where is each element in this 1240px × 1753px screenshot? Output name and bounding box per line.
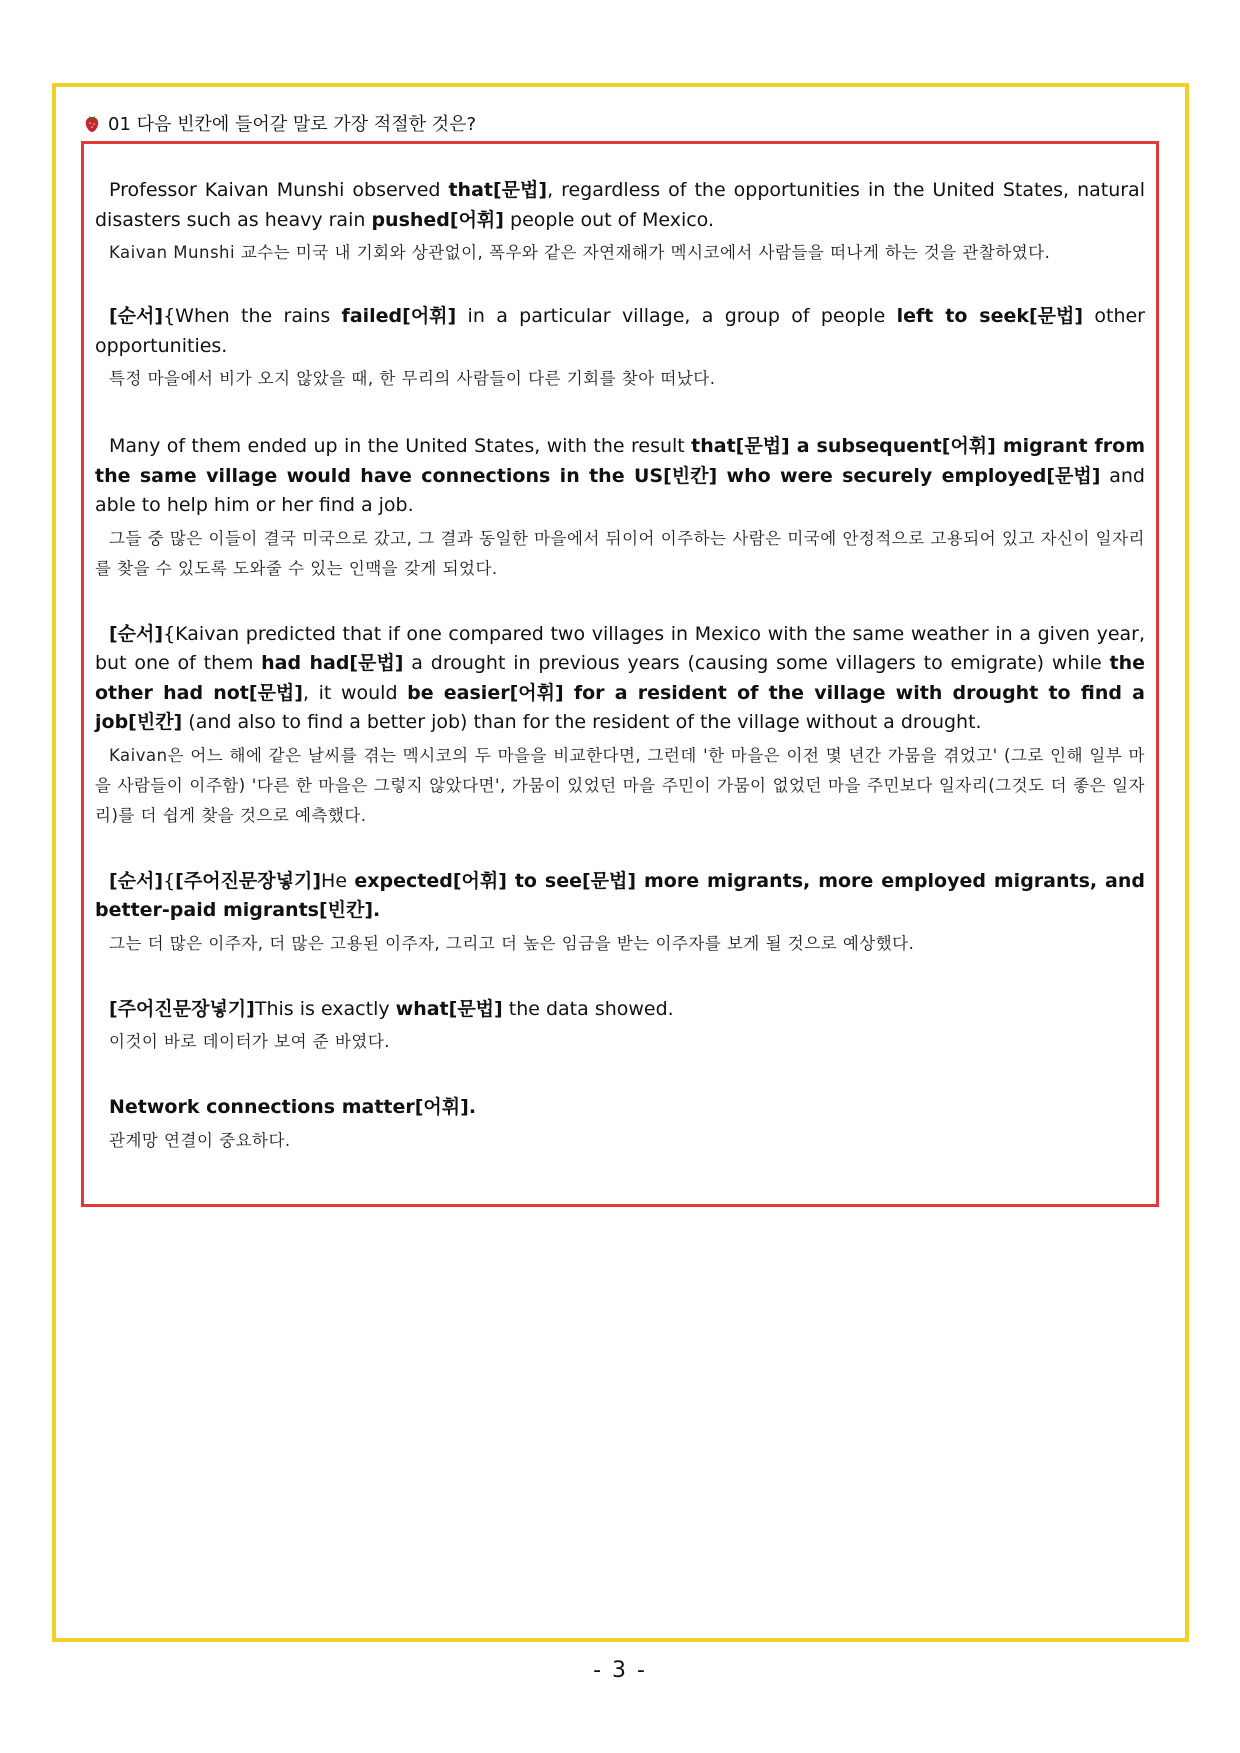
text-segment: people out of Mexico.	[503, 208, 715, 231]
korean-translation: 그들 중 많은 이들이 결국 미국으로 갔고, 그 결과 동일한 마을에서 뒤이어 이주하는 사람은 미국에 안정적으로 고용되어 있고 자신이 일자리를 찾을 수 있도록 도와줄 수 있는 인맥을 갖게 되었다.	[95, 528, 1145, 578]
passage-box	[81, 141, 1159, 1207]
text-segment: {When the rains	[163, 305, 342, 327]
bold-segment: left to seek[문법]	[896, 305, 1084, 327]
korean-translation: 이것이 바로 데이터가 보여 준 바였다.	[109, 1032, 391, 1051]
bold-segment: what[문법]	[395, 997, 503, 1020]
page-number: - 3 -	[593, 1658, 647, 1683]
text-segment: , it would	[302, 681, 408, 704]
text-segment: Many of them ended up in the United States, with the result	[109, 435, 692, 457]
english-sentence	[95, 620, 1145, 738]
text-segment: {Kaivan predicted that if one compared two villages in Mexico with the same weather in a given year, but one of them	[95, 622, 1145, 674]
text-segment: This is exactly	[254, 997, 396, 1020]
bold-segment: [주어진문장넣기]	[175, 869, 322, 892]
text-segment: (and also to find a better job) than for the resident of the village without a drought.	[182, 711, 982, 733]
bold-segment: expected[어휘] to see[문법] more migrants, more employed migrants, and better-paid migrants[빈칸].	[95, 869, 1145, 921]
english-sentence	[95, 176, 1145, 235]
passage-block	[95, 432, 1145, 584]
bold-segment: the other had not[문법]	[95, 652, 1145, 704]
bold-segment: [순서]	[109, 869, 164, 892]
korean-translation: 특정 마을에서 비가 오지 않았을 때, 한 무리의 사람들이 다른 기회를 찾아 떠났다.	[109, 369, 716, 388]
passage-block	[95, 620, 1145, 831]
strawberry-bullet-icon	[84, 113, 100, 133]
text-segment: , regardless of the opportunities in the United States, natural disasters such as heavy rain	[95, 179, 1145, 231]
bold-segment: [순서]	[109, 305, 164, 327]
text-segment: Professor Kaivan Munshi observed	[109, 179, 449, 201]
bold-segment: [순서]	[109, 622, 164, 645]
text-segment: the data showed.	[502, 997, 674, 1020]
korean-translation: Kaivan Munshi 교수는 미국 내 기회와 상관없이, 폭우와 같은 자연재해가 멕시코에서 사람들을 떠나게 하는 것을 관찰하였다.	[109, 243, 1051, 262]
bold-segment: pushed[어휘]	[371, 208, 504, 231]
korean-translation: 그는 더 많은 이주자, 더 많은 고용된 이주자, 그리고 더 높은 임금을 받는 이주자를 보게 될 것으로 예상했다.	[109, 933, 915, 953]
text-segment: in a particular village, a group of people	[456, 305, 897, 327]
english-sentence	[95, 1093, 1145, 1123]
text-segment: other opportunities.	[95, 305, 1145, 357]
bold-segment: failed[어휘]	[341, 305, 457, 327]
passage-block	[95, 1093, 1145, 1156]
passage-block	[95, 176, 1145, 268]
question-header	[84, 110, 476, 136]
english-sentence	[95, 867, 1145, 926]
bold-segment: [주어진문장넣기]	[109, 997, 255, 1020]
passage-block	[95, 302, 1145, 394]
english-sentence	[95, 302, 1145, 361]
bold-segment: Network connections matter[어휘].	[109, 1096, 477, 1118]
text-segment: a drought in previous years (causing some villagers to emigrate) while	[403, 652, 1110, 674]
passage-block	[95, 867, 1145, 959]
text-segment: {	[163, 869, 176, 892]
bold-segment: that[문법]	[448, 179, 548, 201]
bold-segment: that[문법] a subsequent[어휘] migrant from the same village would have connections in the US[빈칸] who were securely employed[문법]	[95, 435, 1145, 487]
text-segment: and able to help him or her find a job.	[95, 464, 1145, 516]
korean-translation: Kaivan은 어느 해에 같은 날씨를 겪는 멕시코의 두 마을을 비교한다면, 그런데 '한 마을은 이전 몇 년간 가뭄을 겪었고' (그로 인해 일부 마을 사람들이 이주함) '다른 한 마을은 그렇지 않았다면', 가뭄이 있었던 마을 주민이 가뭄이 없었던 마을 주민보다 일자리(그것도 더 좋은 일자리)를 더 쉽게 찾을 것으로 예측했다.	[95, 745, 1145, 825]
english-sentence	[95, 995, 1145, 1025]
passage-block	[95, 995, 1145, 1058]
korean-translation: 관계망 연결이 중요하다.	[109, 1130, 291, 1150]
text-segment: He	[321, 869, 355, 892]
bold-segment: be easier[어휘] for a resident of the village with drought to find a job[빈칸]	[95, 681, 1145, 733]
question-text: 01 다음 빈칸에 들어갈 말로 가장 적절한 것은?	[108, 114, 477, 135]
english-sentence	[95, 432, 1145, 521]
bold-segment: had had[문법]	[261, 652, 404, 674]
